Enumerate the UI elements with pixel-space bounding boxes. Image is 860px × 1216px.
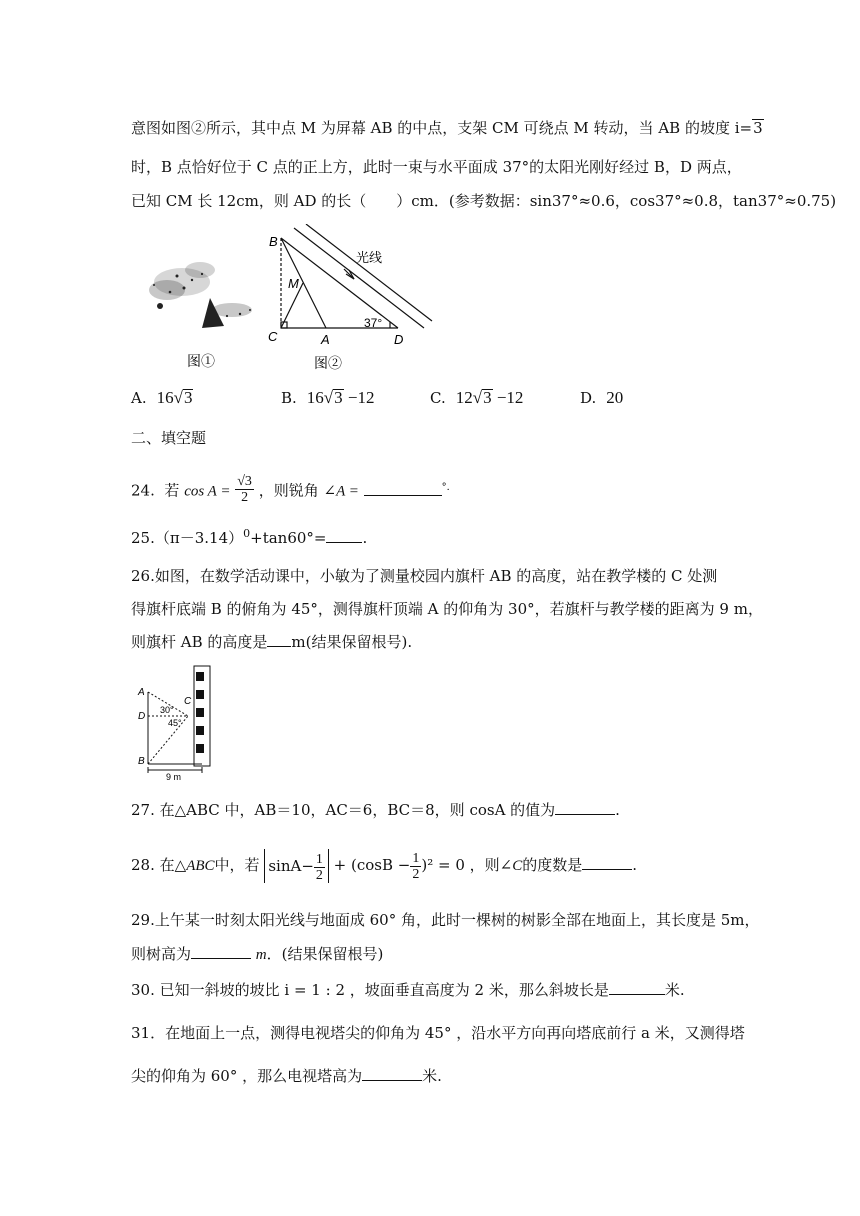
q26-label-C: C [184,696,192,707]
q28-end: . [632,856,638,874]
q24-cos: cos A = [184,483,231,500]
q28-triangle: △ABC [174,858,215,874]
q26-line1 [131,566,717,586]
q28-answer-blank[interactable] [582,855,632,870]
q31-answer-blank[interactable] [362,1066,422,1081]
q27-post: . [615,801,620,819]
q26-angle-30: 30° [160,705,174,715]
q28-cos-term: + (cosB − [333,856,411,874]
choice-c-post: −12 [492,388,524,407]
label-D: D [394,332,404,347]
q28-number: 28. [131,856,155,874]
q31-line2-pre: 尖的仰角为 60° ，那么电视塔高为 [131,1067,363,1085]
q26-line3 [131,632,412,652]
q24 [131,476,457,507]
figure-2 [266,224,436,374]
figure-1-photo [132,230,264,370]
label-A: A [321,332,330,347]
figure-1 [132,230,264,370]
q28-pre: 在 [159,856,175,874]
choice-c-letter: C. [430,389,446,407]
q29-line1: 29.上午某一时刻太阳光线与地面成 60° 角，此时一棵树的树影全部在地面上，其长度是 5m， [131,911,760,929]
q31-line1: 31．在地面上一点，测得电视塔尖的仰角为 45° ，沿水平方向再向塔底前行 a 米，又测得塔 [131,1024,745,1042]
q28-frac-1 [314,852,325,883]
q26-label-D: D [138,711,146,722]
q30-answer-blank[interactable] [609,980,665,995]
q29-line2 [131,944,383,965]
q30-post: 米. [664,981,685,999]
q28 [131,849,637,883]
q25-post: . [362,529,368,547]
q31-line2-post: 米. [422,1067,442,1085]
q25-exponent: 0 [243,527,251,540]
q24-angle: ∠A = [323,483,359,500]
label-37-angle: 37° [364,316,383,330]
choice-b-post: −12 [343,388,375,407]
q28-angle-c: ∠C [499,858,523,874]
q24-post: °． [441,481,457,493]
figure-2-caption: 图② [314,355,342,371]
q26-label-B: B [138,756,145,767]
q26-figure [132,664,222,782]
q24-fraction [235,474,254,505]
choice-b-root: 3 [334,388,343,407]
q27-number: 27. [131,801,155,819]
choice-c[interactable]: C. 12√3 −12 [430,388,524,407]
q24-answer-blank[interactable] [364,481,442,496]
q27 [131,800,620,820]
q29-unit: m [255,947,267,963]
q26-answer-blank[interactable] [267,632,291,647]
q26-line1-text: 如图，在数学活动课中，小敏为了测量校园内旗杆 AB 的高度，站在教学楼的 C 处测 [154,567,718,585]
figure-1-caption: 图① [187,353,215,369]
q28-frac-2-num: 1 [412,850,420,866]
q23-line3: 已知 CM 长 12cm，则 AD 的长（ ）cm．(参考数据：sin37°≈0.6，cos37°≈0.8，tan37°≈0.75) [131,192,837,210]
q28-abs [264,849,329,883]
q30-number: 30. [131,981,155,999]
q28-post: 的度数是 [522,856,583,874]
q25-answer-blank[interactable] [326,528,362,543]
q26-label-A: A [138,687,145,698]
q26-line3-post: m(结果保留根号). [291,633,413,651]
choice-c-coef: 12 [455,388,473,407]
q28-frac-2 [410,851,421,882]
q24-pre: 若 [164,481,180,500]
choice-a[interactable]: A. 16√3 [131,388,193,407]
q29-line2-post: ．(结果保留根号) [266,945,384,963]
q26-angle-45: 45° [168,718,182,728]
q25-text-a: （π－3.14） [154,529,244,547]
choice-b-letter: B. [281,389,297,407]
q23-sqrt: 3 [753,119,763,137]
q25 [131,528,367,550]
choice-a-letter: A. [131,389,147,407]
choice-c-root: 3 [483,388,492,407]
q28-sina: sinA− [268,857,314,875]
q29-answer-blank[interactable] [191,944,251,959]
q29-line2-pre: 则树高为 [131,945,192,963]
q27-answer-blank[interactable] [555,800,615,815]
q24-mid: ，则锐角 [258,481,319,500]
q23-line1 [131,118,764,138]
label-B: B [269,234,278,249]
choice-d-value: 20 [606,388,624,407]
q24-frac-num: √3 [237,474,252,489]
choice-b-coef: 16 [306,388,324,407]
choice-d-letter: D. [580,389,597,407]
q26-distance: 9 m [166,772,182,782]
section-title: 二、填空题 [131,429,207,447]
q25-number: 25. [131,529,155,547]
q23-line1-text: 意图如图②所示，其中点 M 为屏幕 AB 的中点，支架 CM 可绕点 M 转动，当 AB 的坡度 i= [131,119,753,137]
q30-text: 已知一斜坡的坡比 i = 1 : 2 ，坡面垂直高度为 2 米，那么斜坡长是 [159,981,609,999]
label-M: M [288,276,299,291]
figure-2-diagram [266,224,436,374]
q23-line2: 时，B 点恰好位于 C 点的正上方，此时一束与水平面成 37°的太阳光刚好经过 B，D 两点， [131,158,742,176]
q28-tail: ，则 [469,856,500,874]
q30 [131,980,685,1000]
q25-text-b: +tan60°= [250,529,327,547]
q28-frac-1-den: 2 [315,867,323,883]
label-light: 光线 [356,250,383,265]
q26-line2: 得旗杆底端 B 的俯角为 45°，测得旗杆顶端 A 的仰角为 30°，若旗杆与教学楼的距离为 9 m， [131,600,763,618]
choice-b[interactable]: B. 16√3 −12 [281,388,375,407]
label-C: C [268,329,278,344]
q28-frac-1-num: 1 [315,851,323,867]
choice-d[interactable] [580,388,623,408]
q26-diagram [132,664,222,782]
q26-number: 26. [131,567,155,585]
choice-a-root: 3 [183,388,193,407]
q24-frac-den: 2 [241,490,249,505]
q27-text: 在△ABC 中，AB＝10，AC＝6，BC＝8，则 cosA 的值为 [159,801,556,819]
q24-number: 24. [131,481,155,500]
q28-mid: 中，若 [214,856,260,874]
q26-line3-pre: 则旗杆 AB 的高度是 [131,633,268,651]
q28-frac-2-den: 2 [412,866,420,882]
q31-line2 [131,1066,442,1086]
q28-square: )² = 0 [421,856,465,874]
choice-a-coef: 16 [156,388,174,407]
